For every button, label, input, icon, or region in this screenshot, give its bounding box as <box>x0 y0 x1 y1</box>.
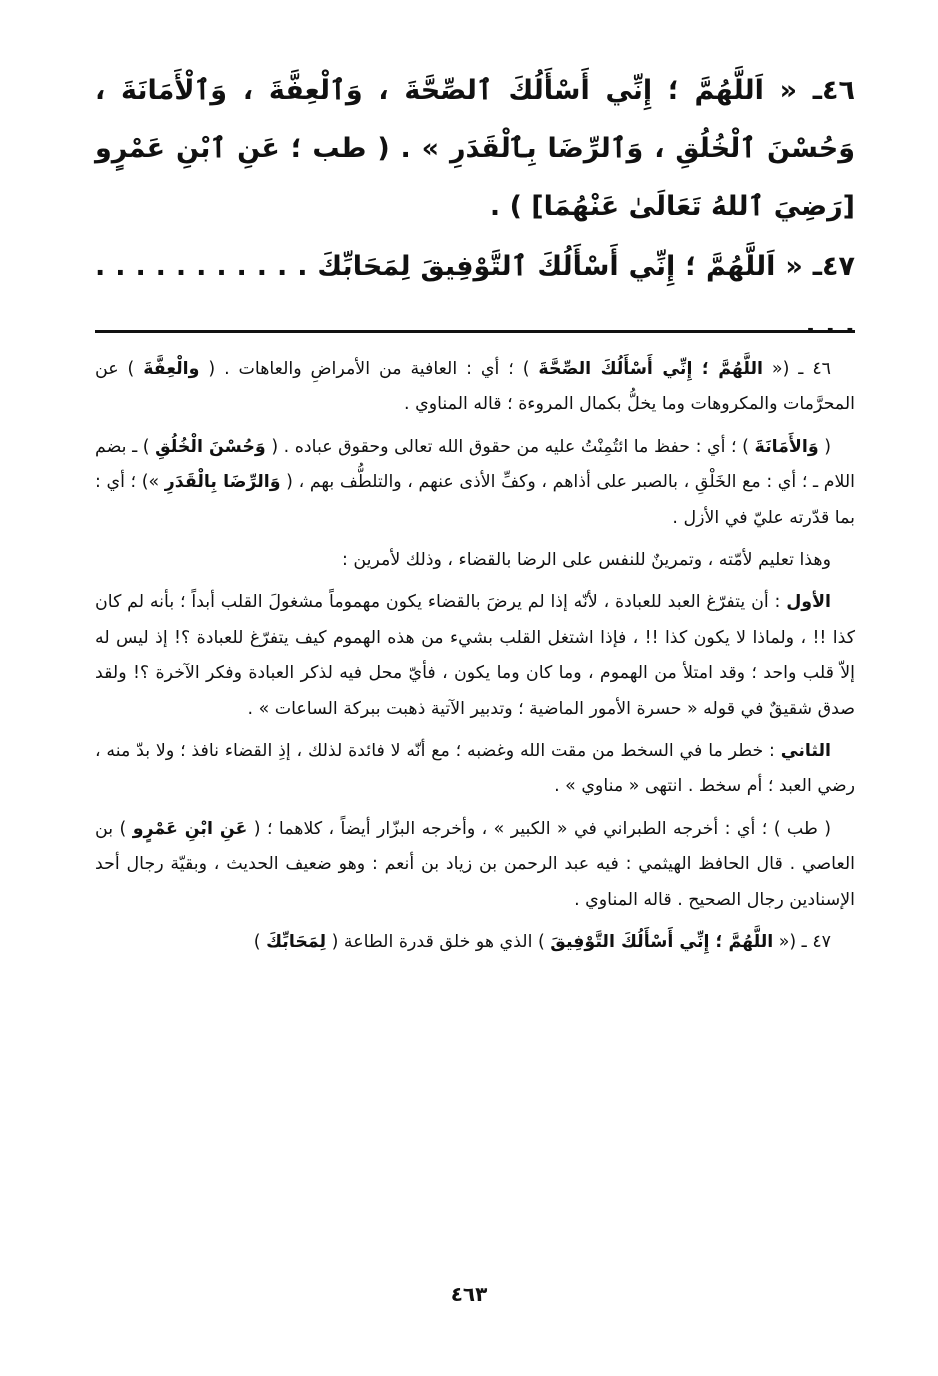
commentary-run: وهذا تعليم لأمّته ، وتمرينٌ للنفس على الرضا بالقضاء ، وذلك لأمرين : <box>341 550 831 571</box>
commentary-paragraph <box>95 352 855 423</box>
commentary-run: ) بن العاصي . قال الحافظ الهيثمي : فيه عبد الرحمن بن زياد بن أنعم : وهو ضعيف الحديث ، وبقيّة رجال أحد الإسنادين رجال الصحيح . قاله المناوي . <box>95 818 855 910</box>
commentary-run: ) <box>253 932 267 953</box>
commentary-run: ) عن المحرَّمات والمكروهات وما يخلُّ بكمال المروءة ؛ قاله المناوي . <box>95 359 855 415</box>
commentary-keyword: وَحُسْنَ الْخُلُقِ <box>155 436 266 457</box>
commentary-paragraph <box>95 812 855 918</box>
commentary-run: ( طب ) ؛ أي : أخرجه الطبراني في « الكبير » ، وأخرجه البزّار أيضاً ، كلاهما ؛ ( <box>247 818 831 839</box>
separator-rule <box>95 330 855 333</box>
commentary-keyword: الأول <box>786 592 831 613</box>
commentary-run: ٤٦ ـ (« <box>763 359 831 379</box>
commentary-paragraph <box>95 734 855 805</box>
commentary-run: ( <box>818 436 832 457</box>
commentary-run: ) الذي هو خلق قدرة الطاعة ( <box>326 932 551 953</box>
hadith-46: ٤٦ـ « اَللَّهُمَّ ؛ إِنِّي أَسْأَلُكَ ٱلصِّحَّةَ ، وَٱلْعِفَّةَ ، وَٱلْأَمَانَةَ ، وَحُسْنَ ٱلْخُلُقِ ، وَٱلرِّضَا بِٱلْقَدَرِ » . ( طب ؛ عَنِ ٱبْنِ عَمْرٍو [رَضِيَ ٱللهُ تَعَالَىٰ عَنْهُمَا] ) . <box>95 75 855 222</box>
commentary-keyword: وَالرِّضَا بِالْقَدَرِ <box>164 472 281 493</box>
hadith-47: ٤٧ـ « اَللَّهُمَّ ؛ إِنِّي أَسْأَلُكَ ٱلتَّوْفِيقَ لِمَحَابِّكَ . . . . . . . . . . . . . . <box>95 251 855 340</box>
commentary-keyword: اللَّهُمَّ ؛ إِنِّي أَسْأَلُكَ الصِّحَّةَ <box>538 359 763 379</box>
commentary-paragraph <box>95 543 855 578</box>
commentary-keyword: الثاني <box>780 741 831 762</box>
commentary-run: ) ـ بضم اللام ـ ؛ أي : مع الخَلْقِ ، بالصبر على أذاهم ، وكفِّ الأذى عنهم ، والتلطُّف بهم ، ( <box>95 436 856 493</box>
commentary-paragraph <box>95 585 855 727</box>
commentary-paragraph <box>95 430 855 536</box>
commentary-run: ٤٧ ـ (« <box>773 932 831 953</box>
commentary-run: ») ؛ أي : بما قدّرته عليّ في الأزل . <box>95 472 855 528</box>
commentary-run: ) ؛ أي : حفظ ما ائتُمِنْتُ عليه من حقوق الله تعالى وحقوق عباده . ( <box>265 436 755 457</box>
page-number: ٤٦٣ <box>450 1282 488 1306</box>
commentary-keyword: اللَّهُمَّ ؛ إِنِّي أَسْأَلُكَ التَّوْفِيقَ <box>550 932 774 953</box>
commentary-run: ) ؛ أي : العافية من الأمراضِ والعاهات . ( <box>199 359 539 379</box>
commentary-keyword: لِمَحَابِّكَ <box>266 932 327 953</box>
hadith-text <box>95 62 855 354</box>
commentary-run: : خطر ما في السخط من مقت الله وغضبه ؛ مع أنّه لا فائدة لذلك ، إذِ القضاء نافذ ؛ ولا بدّ منه ، رضي العبد ؛ أم سخط . انتهى « مناوي » . <box>95 741 855 797</box>
commentary-keyword: والْعِفَّةَ <box>143 359 200 379</box>
commentary-keyword: وَالأَمَانَةَ <box>754 436 819 457</box>
commentary <box>95 352 855 968</box>
commentary-keyword: عَنِ ابْنِ عَمْرٍو <box>132 818 248 839</box>
commentary-paragraph <box>95 925 855 960</box>
commentary-run: : أن يتفرّغ العبد للعبادة ، لأنّه إذا لم يرضَ بالقضاء يكون مهموماً مشغولَ القلب أبداً ؛ بأنه لم كان كذا !! ، ولماذا لا يكون كذا !! ، فإذا اشتغل القلب بشيء من هذه الهموم كيف يتفرّغ للعبادة ؟! إذ ليس له إلاّ قلب واحد ؛ وقد امتلأ من الهموم ، وما كان وما يكون ، فأيّ محل فيه لذكر العبادة وفكر الآخرة ؟! ولقد صدق شقيقٌ في قوله « حسرة الأمور الماضية ؛ وتدبير الآتية ذهبت ببركة الساعات » . <box>95 592 855 719</box>
